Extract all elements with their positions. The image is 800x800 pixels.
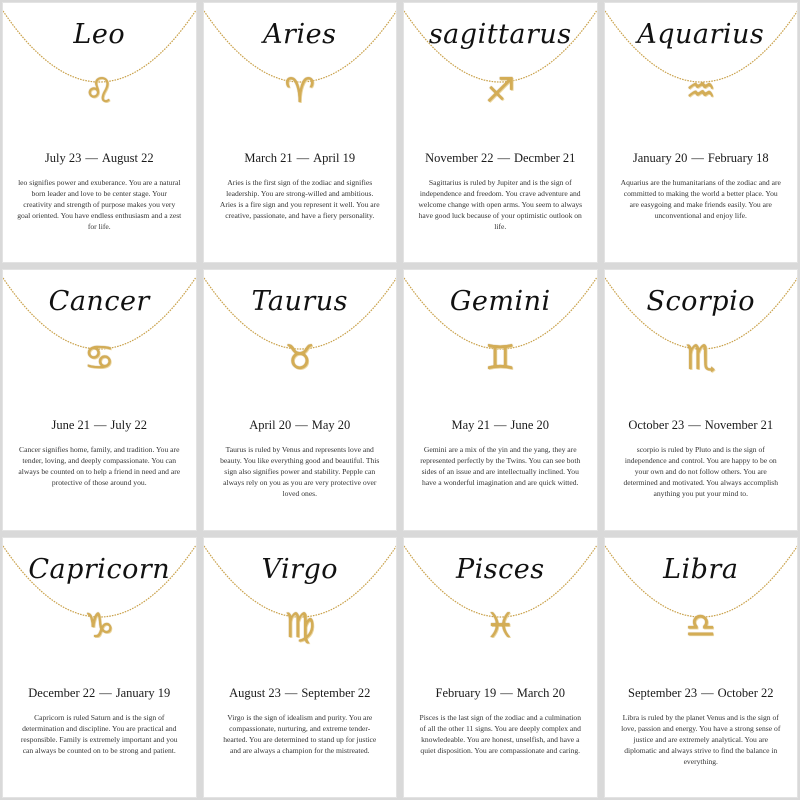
zodiac-card-taurus bbox=[203, 269, 398, 530]
zodiac-date-range bbox=[605, 151, 798, 166]
zodiac-name: Leo bbox=[73, 19, 126, 50]
zodiac-description: leo signifies power and exuberance. You are a natural born leader and love to be center stage. Your creativity and strength of purpose makes you very goal oriented. You have endless enthusiasm and a zest for life. bbox=[17, 178, 182, 231]
zodiac-pendant-icon: ♊ bbox=[485, 338, 516, 379]
date-dash: — bbox=[99, 685, 112, 700]
zodiac-date-range bbox=[204, 151, 397, 166]
zodiac-date-range bbox=[3, 418, 196, 433]
date-dash: — bbox=[296, 151, 310, 165]
date-start: November 22 bbox=[425, 151, 494, 165]
zodiac-pendant-icon: ♈ bbox=[284, 71, 315, 111]
zodiac-card-virgo bbox=[203, 537, 398, 798]
zodiac-name: Capricorn bbox=[28, 553, 171, 585]
zodiac-name: Virgo bbox=[261, 553, 339, 585]
zodiac-pendant-icon: ♌ bbox=[84, 71, 115, 111]
zodiac-pendant-icon: ♏ bbox=[685, 338, 716, 379]
zodiac-description: scorpio is ruled by Pluto and is the sign of independence and control. You are happy to be on your own and do not follow others. You are determined and motivated. You always accomplish anything you put your mind to. bbox=[623, 445, 779, 499]
zodiac-date-range bbox=[204, 418, 397, 433]
zodiac-card-aquarius bbox=[604, 2, 799, 263]
zodiac-name: Aries bbox=[263, 19, 337, 50]
zodiac-description: Gemini are a mix of the yin and the yang, they are represented perfectly by the Twins. You can see both sides of an issue and are intellectually inclined. You have a wonderful imagination and are quick witted. bbox=[420, 445, 581, 488]
zodiac-card-aries bbox=[203, 2, 398, 263]
zodiac-date-range bbox=[404, 686, 597, 701]
date-end: September 22 bbox=[301, 685, 371, 700]
zodiac-card-cancer bbox=[2, 269, 197, 530]
zodiac-card-pisces bbox=[403, 537, 598, 798]
date-end: January 19 bbox=[115, 685, 171, 700]
date-start: October 23 bbox=[628, 418, 685, 433]
zodiac-card-capricorn bbox=[2, 537, 197, 798]
zodiac-pendant-icon: ♎ bbox=[685, 605, 716, 646]
zodiac-date-range bbox=[3, 686, 196, 701]
zodiac-description: Sagittarius is ruled by Jupiter and is the sign of independence and freedom. You crave adventure and welcome change with open arms. You seem to always have good luck because of your optimistic outlook on life. bbox=[418, 178, 583, 231]
date-end: July 22 bbox=[110, 418, 147, 433]
date-end: June 20 bbox=[510, 418, 550, 433]
zodiac-name: Gemini bbox=[449, 286, 551, 318]
zodiac-name: Pisces bbox=[455, 553, 545, 585]
zodiac-name: Cancer bbox=[48, 286, 150, 318]
zodiac-pendant-icon: ♓ bbox=[485, 605, 516, 646]
date-start: February 19 bbox=[435, 685, 497, 700]
date-start: September 23 bbox=[628, 685, 698, 700]
zodiac-date-range bbox=[605, 686, 798, 701]
zodiac-description: Aquarius are the humanitarians of the zodiac and are committed to making the world a better place. You are easygoing and make friends easily. You are unconventional and enjoy life. bbox=[620, 178, 781, 220]
date-end: March 20 bbox=[516, 685, 565, 700]
zodiac-card-libra bbox=[604, 537, 799, 798]
date-dash: — bbox=[295, 418, 308, 433]
zodiac-description: Libra is ruled by the planet Venus and is the sign of love, passion and energy. You have a strong sense of justice and are extremely analytical. You are diplomatic and always strive to find the balance in everything. bbox=[621, 712, 781, 766]
zodiac-pendant-icon: ♒ bbox=[685, 71, 716, 111]
zodiac-pendant-icon: ♐ bbox=[485, 71, 516, 111]
date-end: August 22 bbox=[101, 151, 154, 165]
date-start: August 23 bbox=[229, 685, 281, 700]
date-start: June 21 bbox=[51, 418, 91, 433]
zodiac-description: Taurus is ruled by Venus and represents love and beauty. You like everything good and beautiful. This sign also signifies power and stability. Pepple can always rely on you as you are very protective over loved ones. bbox=[220, 445, 380, 499]
zodiac-name: Libra bbox=[663, 553, 739, 585]
date-dash: — bbox=[94, 418, 107, 433]
date-start: December 22 bbox=[28, 685, 96, 700]
date-dash: — bbox=[688, 418, 701, 433]
date-end: February 18 bbox=[707, 151, 769, 165]
zodiac-date-range bbox=[605, 418, 798, 433]
zodiac-description: Capricorn is ruled Saturn and is the sign of determination and discipline. You are practical and responsible. Family is extremely important and you can always be counted on to be strong and patient. bbox=[20, 712, 178, 755]
zodiac-name: Taurus bbox=[251, 286, 349, 318]
zodiac-pendant-icon: ♍ bbox=[284, 605, 315, 646]
zodiac-card-leo bbox=[2, 2, 197, 263]
zodiac-card-sagittarus bbox=[403, 2, 598, 263]
date-start: March 21 bbox=[244, 151, 293, 165]
date-dash: — bbox=[284, 685, 298, 700]
zodiac-name: Aquarius bbox=[637, 19, 765, 50]
zodiac-description: Pisces is the last sign of the zodiac and a culmination of all the other 11 signs. You are deeply complex and knowledeable. You are honest, unselfish, and have a quiet disposition. You are compassionate and caring. bbox=[419, 712, 582, 755]
date-dash: — bbox=[494, 418, 507, 433]
zodiac-card-gemini bbox=[403, 269, 598, 530]
date-start: July 23 bbox=[44, 151, 82, 165]
date-dash: — bbox=[497, 151, 510, 165]
zodiac-date-range bbox=[404, 151, 597, 166]
zodiac-description: Aries is the first sign of the zodiac and signifies leadership. You are strong-willed and ambitious. Aries is a fire sign and you represent it well. You are creative, passionate, and have a fiery personality. bbox=[219, 178, 380, 220]
zodiac-date-range bbox=[404, 418, 597, 433]
date-dash: — bbox=[85, 151, 98, 165]
zodiac-pendant-icon: ♑ bbox=[84, 605, 115, 646]
zodiac-name: sagittarus bbox=[428, 19, 572, 50]
zodiac-description: Virgo is the sign of idealism and purity. You are compassionate, nurturing, and extreme tender-hearted. You are determined to stand up for justice and are always a champion for the mistreated. bbox=[223, 712, 377, 755]
date-end: October 22 bbox=[717, 685, 774, 700]
date-dash: — bbox=[701, 685, 714, 700]
date-end: May 20 bbox=[311, 418, 351, 433]
zodiac-description: Cancer signifies home, family, and tradition. You are tender, loving, and deeply compassionate. You can always be counted on to help a friend in need and are protective of those around you. bbox=[18, 445, 181, 488]
date-end: November 21 bbox=[704, 418, 774, 433]
zodiac-pendant-icon: ♉ bbox=[284, 338, 315, 379]
zodiac-date-range bbox=[204, 686, 397, 701]
date-end: April 19 bbox=[313, 151, 356, 165]
date-dash: — bbox=[691, 151, 704, 165]
date-dash: — bbox=[500, 685, 513, 700]
date-start: January 20 bbox=[632, 151, 688, 165]
zodiac-card-scorpio bbox=[604, 269, 799, 530]
zodiac-pendant-icon: ♋ bbox=[84, 338, 115, 379]
zodiac-name: Scorpio bbox=[646, 286, 755, 318]
date-end: Decmber 21 bbox=[513, 151, 576, 165]
date-start: May 21 bbox=[451, 418, 490, 433]
zodiac-date-range bbox=[3, 151, 196, 166]
date-start: April 20 bbox=[249, 418, 292, 433]
